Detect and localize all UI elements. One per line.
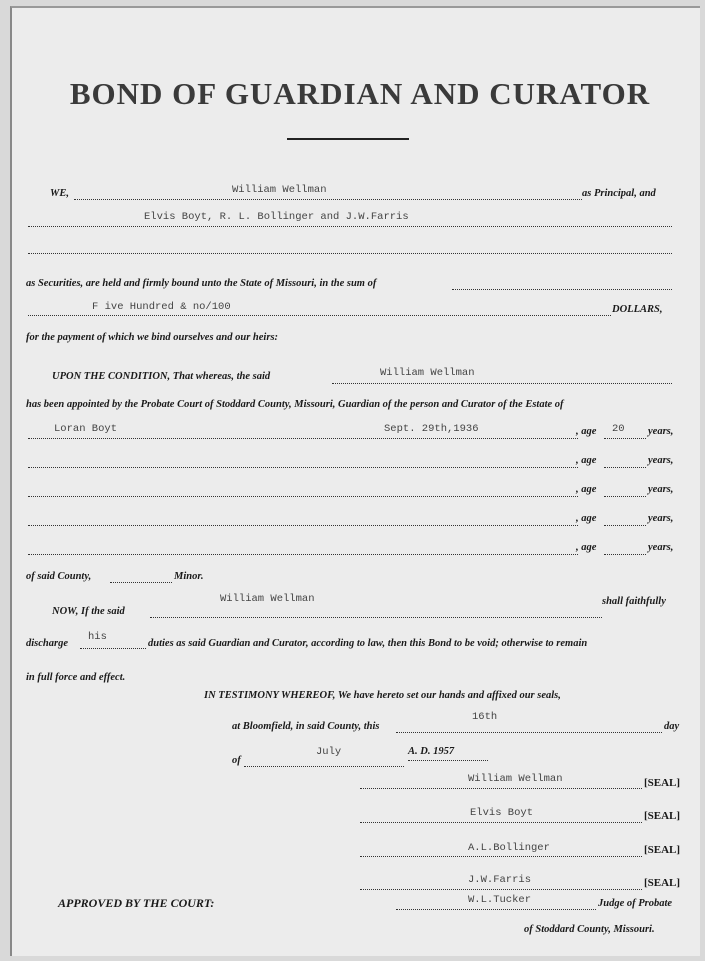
- seal-label: [SEAL]: [644, 844, 681, 856]
- principal-line: [74, 199, 582, 200]
- condition-lead-bold: UPON THE CONDITION,: [52, 371, 171, 382]
- signature-name: Elvis Boyt: [470, 807, 534, 819]
- signature-name: J.W.Farris: [468, 874, 532, 886]
- signature-name: A.L.Bollinger: [468, 842, 550, 854]
- age-label: , age: [576, 455, 597, 466]
- age-label: , age: [576, 484, 597, 495]
- ad-label: A. D. 1957: [408, 746, 455, 757]
- force-text: in full force and effect.: [26, 672, 126, 683]
- blank-line: [28, 253, 672, 254]
- judge-name: W.L.Tucker: [468, 894, 532, 906]
- seal-label: [SEAL]: [644, 777, 681, 789]
- bond-document: [10, 6, 700, 956]
- day-label: day: [664, 721, 680, 732]
- securities-text: as Securities, are held and firmly bound unto the State of Missouri, in the sum of: [26, 278, 377, 289]
- approval-label: APPROVED BY THE COURT:: [58, 896, 215, 910]
- age-label: , age: [576, 426, 597, 437]
- year-line: [408, 760, 488, 761]
- age-line: [604, 554, 646, 555]
- age-line: [604, 467, 646, 468]
- pronoun-line: [80, 648, 146, 649]
- securities-names: Elvis Boyt, R. L. Bollinger and J.W.Farris: [144, 211, 409, 223]
- of-label: of: [232, 755, 241, 766]
- month-line: [244, 766, 404, 767]
- if-said: If the said: [80, 606, 125, 617]
- we-label: WE,: [50, 188, 69, 199]
- county-prefix: of said County,: [26, 571, 92, 582]
- minor-line: [28, 554, 578, 555]
- now-word: NOW,: [52, 606, 79, 617]
- now-name-line: [150, 617, 602, 618]
- now-suffix: shall faithfully: [602, 596, 666, 607]
- age-label: , age: [576, 542, 597, 553]
- principal-suffix: as Principal, and: [582, 188, 656, 199]
- signature-line: [360, 889, 642, 890]
- guardian-line: [332, 383, 672, 384]
- years-label: years,: [648, 542, 674, 553]
- condition-lead-rest: That whereas, the said: [172, 371, 271, 382]
- pronoun: his: [88, 631, 107, 643]
- age-label: , age: [576, 513, 597, 524]
- minor-age: 20: [612, 423, 625, 435]
- day-line: [396, 732, 662, 733]
- principal-name: William Wellman: [232, 184, 327, 196]
- dollars-label: DOLLARS,: [612, 304, 663, 315]
- securities-line: [28, 226, 672, 227]
- judge-title: Judge of Probate: [598, 898, 673, 909]
- minor-line: [28, 438, 578, 439]
- age-line: [604, 496, 646, 497]
- document-title: BOND OF GUARDIAN AND CURATOR: [69, 76, 651, 111]
- years-label: years,: [648, 426, 674, 437]
- years-label: years,: [648, 484, 674, 495]
- payment-text: for the payment of which we bind ourselves and our heirs:: [26, 332, 279, 343]
- duties-text: duties as said Guardian and Curator, according to law, then this Bond to be void; otherwise to remain: [148, 638, 588, 649]
- age-line: [604, 438, 646, 439]
- minor-line: [28, 467, 578, 468]
- guardian-name: William Wellman: [380, 367, 475, 379]
- minor-line: [28, 496, 578, 497]
- sum-line-end: [452, 289, 672, 290]
- sum-amount: F ive Hundred & no/100: [92, 301, 231, 313]
- sum-line: [28, 315, 611, 316]
- appointment-text: has been appointed by the Probate Court of Stoddard County, Missouri, Guardian of the person and Curator of the Estate of: [26, 399, 564, 410]
- signature-name: William Wellman: [468, 773, 563, 785]
- day-value: 16th: [472, 711, 498, 723]
- signature-line: [360, 856, 642, 857]
- years-label: years,: [648, 455, 674, 466]
- place-text: at Bloomfield, in said County, this: [232, 721, 380, 732]
- minor-dob: Sept. 29th,1936: [384, 423, 479, 435]
- title-underline: [287, 138, 409, 140]
- minor-label: Minor.: [174, 571, 204, 582]
- testimony-rest: We have hereto set our hands and affixed our seals,: [337, 690, 561, 701]
- condition-lead: [52, 371, 270, 382]
- now-name: William Wellman: [220, 593, 315, 605]
- years-label: years,: [648, 513, 674, 524]
- testimony-lead: IN TESTIMONY WHEREOF,: [204, 690, 336, 701]
- now-lead: [52, 606, 125, 617]
- month-value: July: [316, 746, 342, 758]
- minor-line: [28, 525, 578, 526]
- signature-line: [360, 822, 642, 823]
- county-line: [110, 582, 172, 583]
- judge-line: [396, 909, 596, 910]
- minor-name: Loran Boyt: [54, 423, 118, 435]
- county-text: of Stoddard County, Missouri.: [524, 924, 655, 935]
- seal-label: [SEAL]: [644, 810, 681, 822]
- signature-line: [360, 788, 642, 789]
- age-line: [604, 525, 646, 526]
- testimony-line: [204, 690, 561, 701]
- seal-label: [SEAL]: [644, 877, 681, 889]
- discharge-label: discharge: [26, 638, 68, 649]
